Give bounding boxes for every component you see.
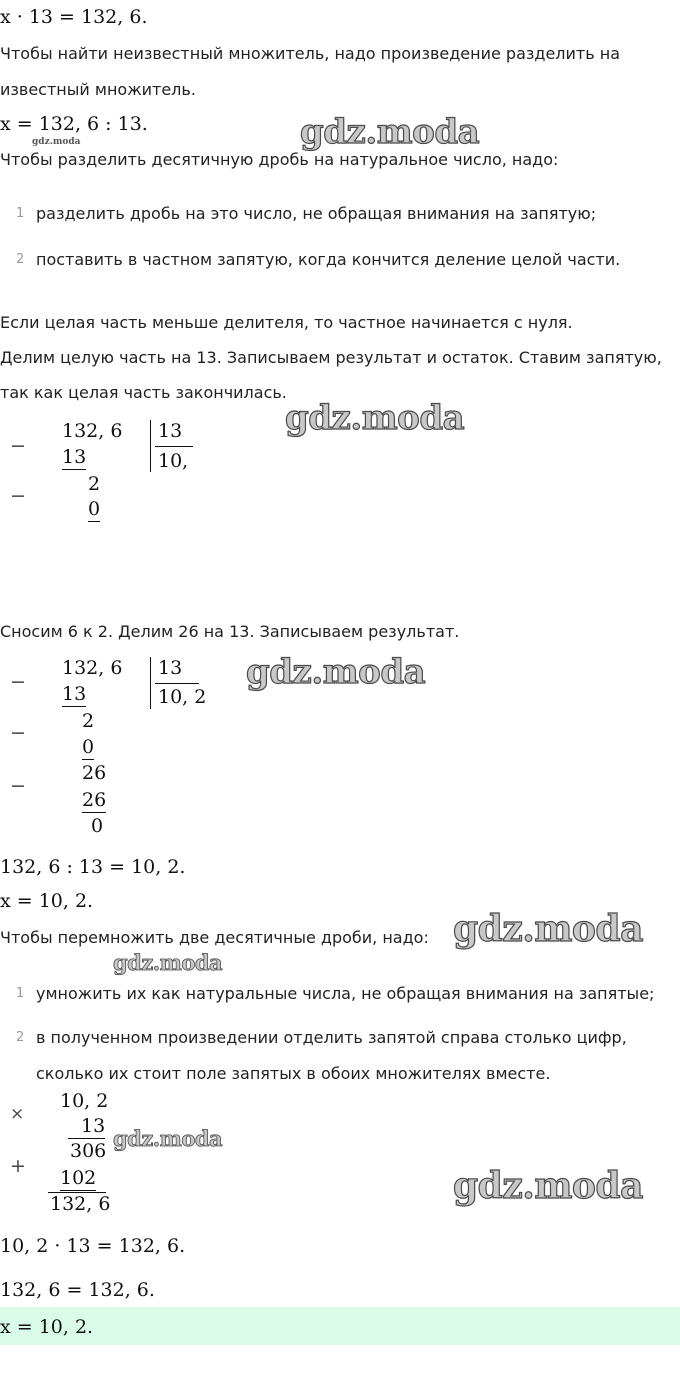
- partial-product-1: 306: [70, 1140, 107, 1162]
- remainder: 2: [82, 710, 95, 732]
- minus-sign: −: [10, 671, 26, 693]
- list-item: поставить в частном запятую, когда кончится деление целой части.: [36, 250, 621, 269]
- check-equation-2: 132, 6 = 132, 6.: [0, 1279, 155, 1301]
- note-text-1: Если целая часть меньше делителя, то частное начинается с нуля.: [0, 313, 573, 332]
- result-x: x = 10, 2.: [0, 890, 94, 912]
- result-equation: 132, 6 : 13 = 10, 2.: [0, 856, 186, 878]
- subtrahend: 13: [62, 446, 87, 468]
- quotient: 10, 2: [158, 686, 207, 708]
- minus-sign: −: [10, 485, 26, 507]
- note-text-3: так как целая часть закончилась.: [0, 383, 287, 402]
- minus-sign: −: [10, 435, 26, 457]
- watermark-4: gdz.moda: [453, 908, 643, 950]
- list-number: 1: [16, 986, 25, 1001]
- equation-1: x · 13 = 132, 6.: [0, 6, 148, 28]
- quotient: 10,: [158, 450, 189, 472]
- rule-text-line-2: известный множитель.: [0, 80, 196, 99]
- plus-sign: +: [10, 1155, 26, 1177]
- divisor: 13: [158, 420, 183, 442]
- list-number: 1: [16, 206, 25, 221]
- watermark-2: gdz.moda: [285, 398, 465, 438]
- final-remainder: 0: [91, 815, 104, 837]
- minus-sign: −: [10, 722, 26, 744]
- subtrahend: 26: [82, 789, 107, 811]
- factor-1: 10, 2: [60, 1090, 109, 1112]
- subtrahend: 0: [88, 498, 101, 520]
- note-text-4: Сносим 6 к 2. Делим 26 на 13. Записываем результат.: [0, 622, 460, 641]
- list-item: разделить дробь на это число, не обращая внимания на запятую;: [36, 204, 597, 223]
- list-number: 2: [16, 1030, 25, 1045]
- watermark-small: gdz.moda: [32, 137, 81, 147]
- factor-2: 13: [81, 1115, 106, 1137]
- watermark-7: gdz.moda: [453, 1165, 643, 1207]
- dividend: 132, 6: [62, 420, 123, 442]
- partial-product-2: 102: [60, 1167, 97, 1189]
- equation-2: x = 132, 6 : 13.: [0, 113, 148, 135]
- remainder: 2: [88, 473, 101, 495]
- product: 132, 6: [50, 1193, 111, 1215]
- final-answer: x = 10, 2.: [0, 1316, 94, 1338]
- minus-sign: −: [10, 775, 26, 797]
- dividend: 132, 6: [62, 657, 123, 679]
- list-item: в полученном произведении отделить запятой справа столько цифр,: [36, 1028, 627, 1047]
- rule-multiply-intro: Чтобы перемножить две десятичные дроби, надо:: [0, 928, 429, 947]
- subtrahend: 13: [62, 683, 87, 705]
- note-text-2: Делим целую часть на 13. Записываем результат и остаток. Ставим запятую,: [0, 348, 662, 367]
- watermark-3: gdz.moda: [246, 652, 426, 692]
- list-item-continued: сколько их стоит поле запятых в обоих множителях вместе.: [36, 1064, 551, 1083]
- rule-text-line-1: Чтобы найти неизвестный множитель, надо произведение разделить на: [0, 44, 621, 63]
- subtrahend: 0: [82, 736, 95, 758]
- watermark-5: gdz.moda: [113, 950, 223, 975]
- list-number: 2: [16, 252, 25, 267]
- remainder: 26: [82, 762, 107, 784]
- watermark-1: gdz.moda: [300, 112, 480, 152]
- check-equation-1: 10, 2 · 13 = 132, 6.: [0, 1235, 186, 1257]
- rule-division-intro: Чтобы разделить десятичную дробь на натуральное число, надо:: [0, 150, 559, 169]
- answer-highlight: [0, 1307, 680, 1345]
- divisor: 13: [158, 657, 183, 679]
- times-sign: ×: [10, 1104, 25, 1124]
- watermark-6: gdz.moda: [113, 1126, 223, 1151]
- list-item: умножить их как натуральные числа, не обращая внимания на запятые;: [36, 984, 655, 1003]
